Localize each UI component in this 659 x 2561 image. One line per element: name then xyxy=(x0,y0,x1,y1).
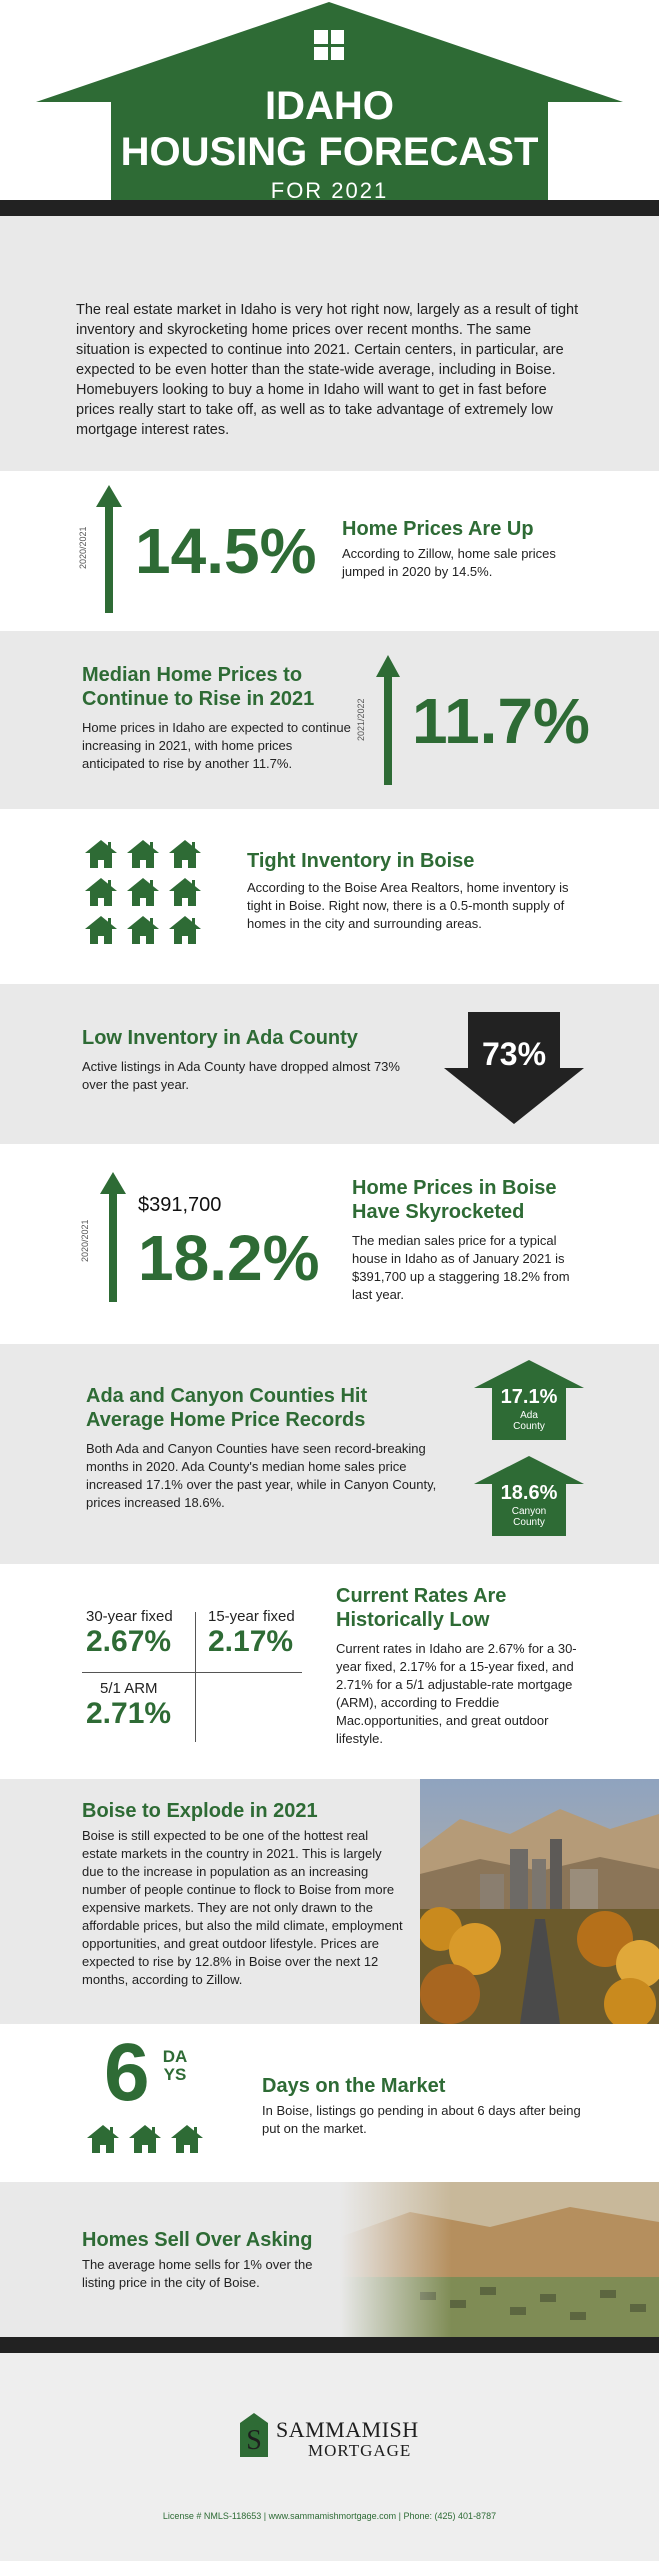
days-title: Days on the Market xyxy=(262,2075,446,2097)
boise-prices-section xyxy=(0,1144,659,1344)
ada-inventory-value: 73% xyxy=(481,1036,547,1072)
rates-section xyxy=(0,1564,659,1779)
rate-cell-arm xyxy=(86,1680,171,1731)
house-icon xyxy=(126,839,160,869)
house-icon xyxy=(128,2124,162,2154)
boise-median-price: $391,700 xyxy=(138,1194,222,1216)
rates-divider-horizontal xyxy=(82,1672,302,1673)
rates-title-line1: Current Rates Are xyxy=(336,1585,507,1607)
rate-cell-15yr xyxy=(208,1608,295,1659)
house-row xyxy=(86,2124,204,2154)
neighborhood-photo xyxy=(340,2182,659,2337)
house-icon xyxy=(84,877,118,907)
prices-up-value: 14.5% xyxy=(135,515,317,587)
intro-section xyxy=(0,216,659,471)
page-title-line1: IDAHO xyxy=(265,84,394,128)
ada-inventory-text: Active listings in Ada County have dropped almost 73% over the past year. xyxy=(82,1059,400,1092)
boise-prices-title-line1: Home Prices in Boise xyxy=(352,1177,557,1199)
records-title-line1: Ada and Canyon Counties Hit xyxy=(86,1385,368,1407)
median-rise-title-line2: Continue to Rise in 2021 xyxy=(82,688,315,710)
brand-logo-icon xyxy=(236,2413,272,2457)
brand-logo[interactable] xyxy=(236,2411,426,2461)
rates-divider-vertical xyxy=(195,1612,196,1742)
rate-label: 15-year fixed xyxy=(208,1608,295,1625)
rate-value: 2.17% xyxy=(208,1625,294,1658)
house-icon xyxy=(168,915,202,945)
house-grid xyxy=(84,839,202,945)
median-rise-section xyxy=(0,631,659,809)
prices-up-text: According to Zillow, home sale prices jumped in 2020 by 14.5%. xyxy=(342,546,556,579)
boise-explode-title: Boise to Explode in 2021 xyxy=(82,1800,318,1822)
days-number: 6 xyxy=(104,2027,150,2118)
over-asking-text: The average home sells for 1% over the listing price in the city of Boise. xyxy=(82,2257,313,2290)
house-icon xyxy=(168,839,202,869)
footer xyxy=(0,2353,659,2561)
records-section xyxy=(0,1344,659,1564)
boise-prices-value: 18.2% xyxy=(138,1222,320,1294)
up-arrow-icon xyxy=(96,485,122,613)
brand-name-line1: SAMMAMISH xyxy=(276,2417,419,2442)
rate-value: 2.67% xyxy=(86,1625,172,1658)
house-icon xyxy=(86,2124,120,2154)
canyon-label-line1: Canyon xyxy=(511,1506,547,1517)
svg-text:S: S xyxy=(246,2425,262,2456)
up-arrow-icon xyxy=(376,655,400,785)
rates-text: Current rates in Idaho are 2.67% for a 30-year fixed, 2.17% for a 15-year fixed, and 2.71% for a 5/1 adjustable-rate mortgage (ARM), according to Freddie Mac.opportunities, and great outdoor lifestyle. xyxy=(336,1641,577,1746)
ada-label-line1: Ada xyxy=(520,1410,538,1421)
over-asking-title: Homes Sell Over Asking xyxy=(82,2229,313,2251)
records-title-line2: Average Home Price Records xyxy=(86,1409,366,1431)
period-label: 2021/2022 xyxy=(356,698,366,741)
window-icon xyxy=(314,30,344,60)
boise-prices-text: The median sales price for a typical house in Idaho as of January 2021 is $391,700 up a staggering 18.2% from last year. xyxy=(352,1233,570,1302)
rate-value: 2.71% xyxy=(86,1697,172,1730)
ada-value: 17.1% xyxy=(500,1386,558,1408)
rates-title-line2: Historically Low xyxy=(336,1609,490,1631)
prices-up-section xyxy=(0,471,659,631)
prices-up-title: Home Prices Are Up xyxy=(342,518,534,540)
footer-fine-print: License # NMLS-118653 | www.sammamishmortgage.com | Phone: (425) 401-8787 xyxy=(162,2511,497,2521)
tight-inventory-title: Tight Inventory in Boise xyxy=(247,850,475,872)
page-subtitle: FOR 2021 xyxy=(270,178,389,200)
rate-label: 30-year fixed xyxy=(86,1608,173,1625)
days-section xyxy=(0,2024,659,2182)
median-rise-text: Home prices in Idaho are expected to continue increasing in 2021, with home prices anticipated to rise by another 11.7%. xyxy=(82,720,351,771)
rate-label: 5/1 ARM xyxy=(100,1680,158,1697)
records-text: Both Ada and Canyon Counties have seen record-breaking months in 2020. Ada County's median home sales price increased 17.1% over the past year, while in Canyon County, prices increased 18.6%. xyxy=(86,1441,437,1510)
ada-label xyxy=(474,1410,584,1432)
boise-city-photo xyxy=(420,1779,659,2024)
period-label: 2020/2021 xyxy=(80,1219,90,1262)
house-icon xyxy=(126,915,160,945)
canyon-label xyxy=(474,1506,584,1528)
median-rise-title-line1: Median Home Prices to xyxy=(82,664,303,686)
house-icon xyxy=(84,915,118,945)
header-divider-bar xyxy=(0,200,659,216)
ada-label-line2: County xyxy=(513,1421,545,1432)
tight-inventory-text: According to the Boise Area Realtors, home inventory is tight in Boise. Right now, there is a 0.5-month supply of homes in the city and surrounding areas. xyxy=(247,880,569,931)
days-unit: DAYS xyxy=(162,2047,188,2084)
boise-prices-title-line2: Have Skyrocketed xyxy=(352,1201,525,1223)
boise-explode-section xyxy=(0,1779,659,2024)
canyon-value: 18.6% xyxy=(500,1482,558,1504)
footer-divider-bar xyxy=(0,2337,659,2353)
header xyxy=(0,0,659,200)
canyon-label-line2: County xyxy=(513,1517,545,1528)
tight-inventory-section xyxy=(0,809,659,984)
page-title-line2: HOUSING FORECAST xyxy=(120,130,539,174)
intro-text: The real estate market in Idaho is very hot right now, largely as a result of tight inventory and skyrocketing home prices over recent months. The same situation is expected to continue into 2021. Certain centers, in particular, are expected to be even hotter than the state-wide average, including in Boise. Homebuyers looking to buy a home in Idaho will want to get in fast before prices really start to take off, as well as to take advantage of extremely low mortgage interest rates. xyxy=(76,302,579,438)
median-rise-value: 11.7% xyxy=(412,685,590,757)
brand-name-line2: MORTGAGE xyxy=(308,2441,412,2460)
period-label: 2020/2021 xyxy=(78,526,88,569)
ada-inventory-section xyxy=(0,984,659,1144)
house-icon xyxy=(126,877,160,907)
ada-inventory-title: Low Inventory in Ada County xyxy=(82,1027,358,1049)
over-asking-section xyxy=(0,2182,659,2337)
house-icon xyxy=(168,877,202,907)
rate-cell-30yr xyxy=(86,1608,173,1659)
up-arrow-icon xyxy=(100,1172,126,1302)
days-text: In Boise, listings go pending in about 6 days after being put on the market. xyxy=(262,2103,581,2136)
house-icon xyxy=(84,839,118,869)
boise-explode-text: Boise is still expected to be one of the hottest real estate markets in the country in 2021. This is largely due to the increase in population as an increasing number of people continue to flock to Boise from more expensive markets. They are not only drawn to the affordable prices, but also the mild climate, employment opportunities, and great outdoor lifestyle. Prices are expected to rise by 12.8% in Boise over the next 12 months, according to Zillow. xyxy=(82,1828,403,1987)
house-icon xyxy=(170,2124,204,2154)
